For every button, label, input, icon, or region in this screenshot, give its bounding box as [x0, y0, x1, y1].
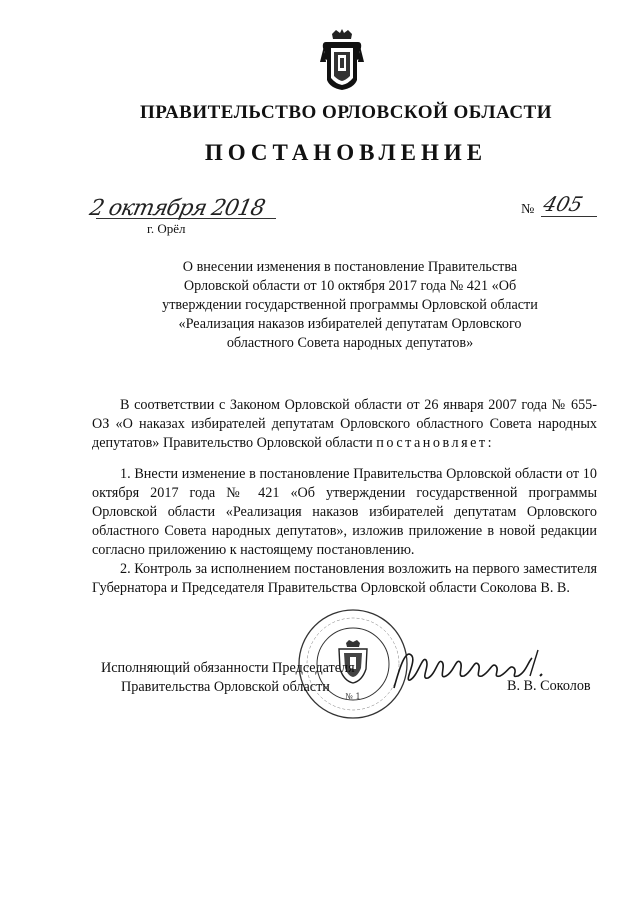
decree-word: постановляет: — [376, 435, 495, 451]
document-date: 2 октября 2018 — [87, 196, 267, 221]
document-number-label: № — [521, 202, 535, 217]
signatory-position — [101, 659, 355, 697]
preamble-text: В соответствии с Законом Орловской области от 26 января 2007 года № 655-ОЗ «О наказах избирателей депутатам Орловского областного Совета народных депутатов» Правительство Орловской области — [92, 397, 597, 451]
coat-of-arms-icon — [318, 28, 366, 92]
item-1-paragraph: 1. Внести изменение в постановление Правительства Орловской области от 10 октября 2017 года № 421 «Об утверждении государственной программы Орловской области «Реализация наказов избирателей депутатам Орловского областного Совета народных депутатов», изложив приложение в новой редакции согласно приложению к настоящему постановлению. — [92, 466, 597, 558]
signatory-position-line1: Исполняющий обязанности Председателя — [101, 660, 355, 676]
signatory-name: В. В. Соколов — [507, 678, 591, 694]
document-type: ПОСТАНОВЛЕНИЕ — [204, 140, 488, 165]
document-city: г. Орёл — [147, 221, 186, 236]
number-underline — [541, 216, 597, 217]
government-title: ПРАВИТЕЛЬСТВО ОРЛОВСКОЙ ОБЛАСТИ — [139, 102, 552, 123]
signatory-position-line2: Правительства Орловской области — [121, 679, 330, 695]
preamble-paragraph — [92, 396, 597, 453]
document-subject: О внесении изменения в постановление Правительства Орловской области от 10 октября 2017 года № 421 «Об утверждении государственной программы Орловской области «Реализация наказов избирателей депутатам Орловского областного Совета народных депутатов» — [162, 259, 538, 351]
item-2-paragraph: 2. Контроль за исполнением постановления возложить на первого заместителя Губернатора и Председателя Правительства Орловской области Соколова В. В. — [92, 561, 597, 596]
document-number: 405 — [540, 192, 586, 216]
date-underline — [96, 218, 276, 219]
svg-text:№ 1: № 1 — [345, 692, 361, 701]
